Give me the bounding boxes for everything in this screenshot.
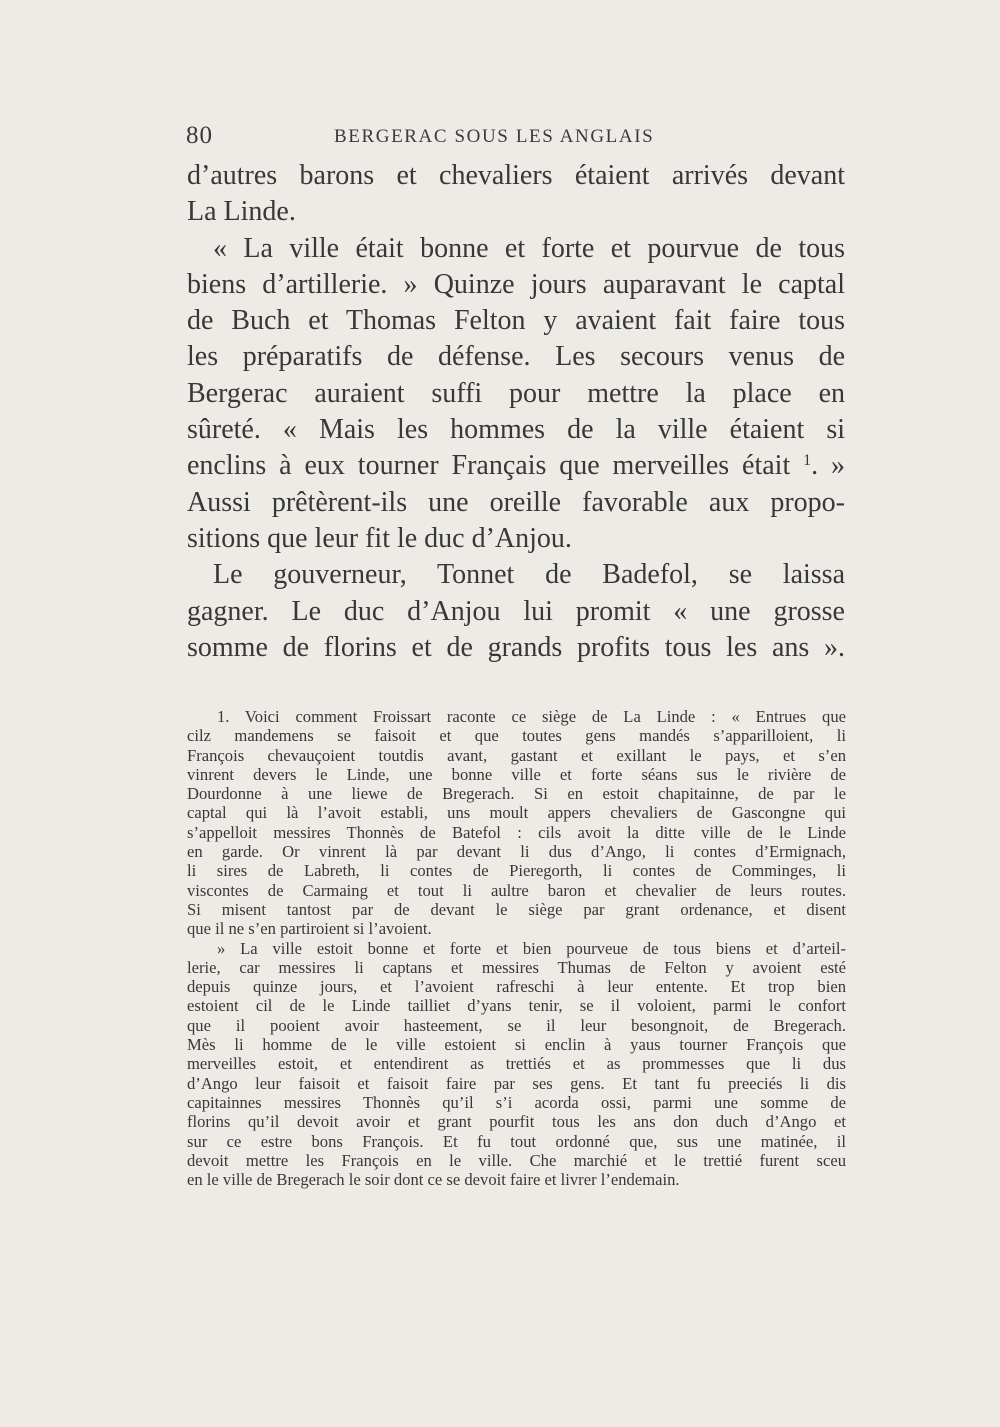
footnote-line: estoient cil de le Linde tailliet d’yans tenir, se il voloient, parmi le confort — [187, 996, 846, 1016]
footnote-line: capitainnes messires Thonnès qu’il s’i acorda ossi, parmi une somme de — [187, 1092, 846, 1112]
footnote-line: Mès li homme de le ville estoient si enclin à yaus tourner François que — [187, 1035, 846, 1055]
running-head — [186, 122, 846, 152]
body-line: « La ville était bonne et forte et pourvue de tous — [213, 232, 845, 264]
footnote-line: sur ce estre bons François. Et fu tout ordonné que, sus une matinée, il — [187, 1131, 846, 1151]
footnote — [187, 707, 846, 1189]
body-line: La Linde. — [187, 196, 296, 228]
footnote-line: s’appelloit messires Thonnès de Batefol : cils avoit la ditte ville de le Linde — [187, 822, 846, 842]
footnote-line: li sires de Labreth, li contes de Pieregorth, li contes de Comminges, li — [187, 861, 846, 881]
footnote-line: merveilles estoit, et entendirent as trettiés et as prommesses que li dus — [187, 1054, 846, 1074]
body-line-with-note — [187, 448, 845, 484]
footnote-line: en le ville de Bregerach le soir dont ce se devoit faire et livrer l’endemain. — [187, 1170, 680, 1190]
footnote-line: Dourdonne à une liewe de Bregerach. Si en estoit chapitainne, de par le — [187, 784, 846, 804]
footnote-line: cilz mandemens se faisoit et que toutes gens mandés s’apparilloient, li — [187, 726, 846, 746]
body-line: Bergerac auraient suffi pour mettre la place en — [187, 377, 845, 409]
footnote-line: 1. Voici comment Froissart raconte ce siège de La Linde : « Entrues que — [217, 707, 846, 726]
body-line: Aussi prêtèrent-ils une oreille favorable aux propo- — [187, 486, 845, 518]
page-number: 80 — [186, 122, 213, 149]
footnote-line: François chevauçoient toutdis avant, gastant et exillant le pays, et s’en — [187, 745, 846, 765]
footnote-line: que il ne s’en partiroient si l’avoient. — [187, 919, 432, 939]
running-title: BERGERAC SOUS LES ANGLAIS — [334, 126, 655, 147]
body-line-text: enclins à eux tourner Français que merveilles était — [187, 450, 791, 482]
footnote-line: Si misent tantost par de devant le siège par grant ordenance, et disent — [187, 899, 846, 919]
body-line: somme de florins et de grands profits tous les ans ». — [187, 631, 845, 663]
footnote-line: florins qu’il devoit avoir et grant pourfit tous les ans don duch d’Ango et — [187, 1112, 846, 1132]
body-line: de Buch et Thomas Felton y avaient fait faire tous — [187, 305, 845, 337]
footnote-line: vinrent devers le Linde, une bonne ville et forte séans sus le rivière de — [187, 764, 846, 784]
body-line: sitions que leur fit le duc d’Anjou. — [187, 522, 572, 554]
footnote-line: » La ville estoit bonne et forte et bien pourveue de tous biens et d’arteil- — [217, 938, 846, 958]
body-line: gagner. Le duc d’Anjou lui promit « une grosse — [187, 595, 845, 627]
footnote-line: viscontes de Carmaing et tout li aultre baron et chevalier de leurs routes. — [187, 880, 846, 900]
body-line: Le gouverneur, Tonnet de Badefol, se laissa — [213, 559, 845, 591]
footnote-line: que il pooient avoir hasteement, se il leur besongnoit, de Bregerach. — [187, 1015, 846, 1035]
footnote-line: depuis quinze jours, et l’avoient rafreschi à leur entente. Et trop bien — [187, 977, 846, 997]
body-line: biens d’artillerie. » Quinze jours auparavant le captal — [187, 268, 845, 300]
footnote-line: d’Ango leur faisoit et faisoit faire par ses gens. Et tant fu preeciés li dis — [187, 1073, 846, 1093]
footnote-reference: 1 — [803, 452, 812, 470]
body-line: sûreté. « Mais les hommes de la ville étaient si — [187, 414, 845, 446]
footnote-reference-suffix: . » — [811, 450, 845, 482]
body-text — [187, 158, 845, 666]
body-line: d’autres barons et chevaliers étaient arrivés devant — [187, 160, 845, 191]
body-line: les préparatifs de défense. Les secours venus de — [187, 341, 845, 373]
footnote-line: lerie, car messires li captans et messires Thumas de Felton y avoient esté — [187, 957, 846, 977]
footnote-line: en garde. Or vinrent là par devant li dus d’Ango, li contes d’Ermignach, — [187, 842, 846, 862]
footnote-line: devoit mettre les François en le ville. Che marchié et le trettié furent sceu — [187, 1150, 846, 1170]
footnote-line: captal qui là l’avoit establi, uns moult appers chevaliers de Gascongne qui — [187, 803, 846, 823]
